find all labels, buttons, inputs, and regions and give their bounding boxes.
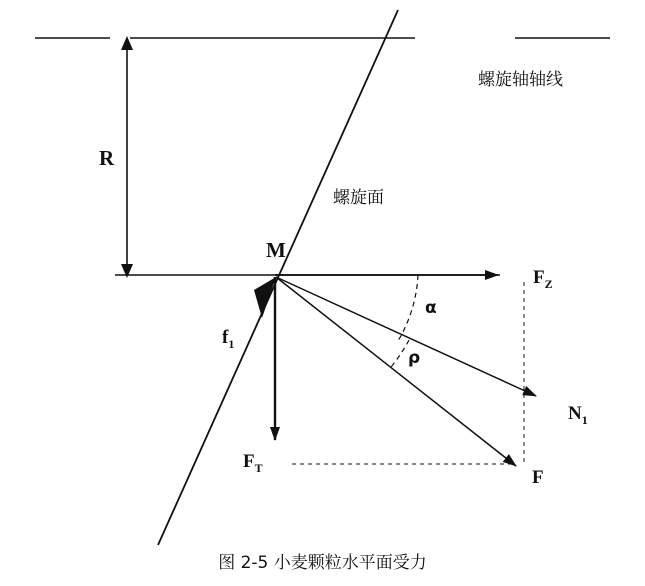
figure-caption: 图 2-5 小麦颗粒水平面受力 xyxy=(218,553,427,573)
label-shaft-axis: 螺旋轴轴线 xyxy=(478,70,563,90)
label-force-f1 xyxy=(222,328,234,350)
label-force-ft-base: F xyxy=(243,451,255,472)
label-force-ft-sub: T xyxy=(254,460,263,475)
label-force-fz-sub: Z xyxy=(544,276,553,291)
vector-n1 xyxy=(276,277,536,396)
projection-guides xyxy=(292,282,524,464)
label-force-n1-base: N xyxy=(568,403,582,424)
vector-f1 xyxy=(254,277,276,318)
label-force-f1-sub: 1 xyxy=(228,336,235,351)
label-force-fz xyxy=(533,268,553,290)
label-force-f1-base: f xyxy=(222,327,229,348)
label-force-f: F xyxy=(532,467,544,488)
label-force-n1-sub: 1 xyxy=(581,412,588,427)
label-force-ft xyxy=(243,452,263,474)
label-point-m: M xyxy=(266,238,286,262)
vector-f xyxy=(276,277,516,466)
label-force-n1 xyxy=(568,404,588,426)
label-radius: R xyxy=(99,146,115,170)
label-helix-surface: 螺旋面 xyxy=(333,188,384,208)
label-angle-rho: ρ xyxy=(408,348,421,368)
label-angle-alpha: α xyxy=(425,298,437,318)
radius-dimension-line xyxy=(121,36,133,278)
label-force-fz-base: F xyxy=(533,267,545,288)
